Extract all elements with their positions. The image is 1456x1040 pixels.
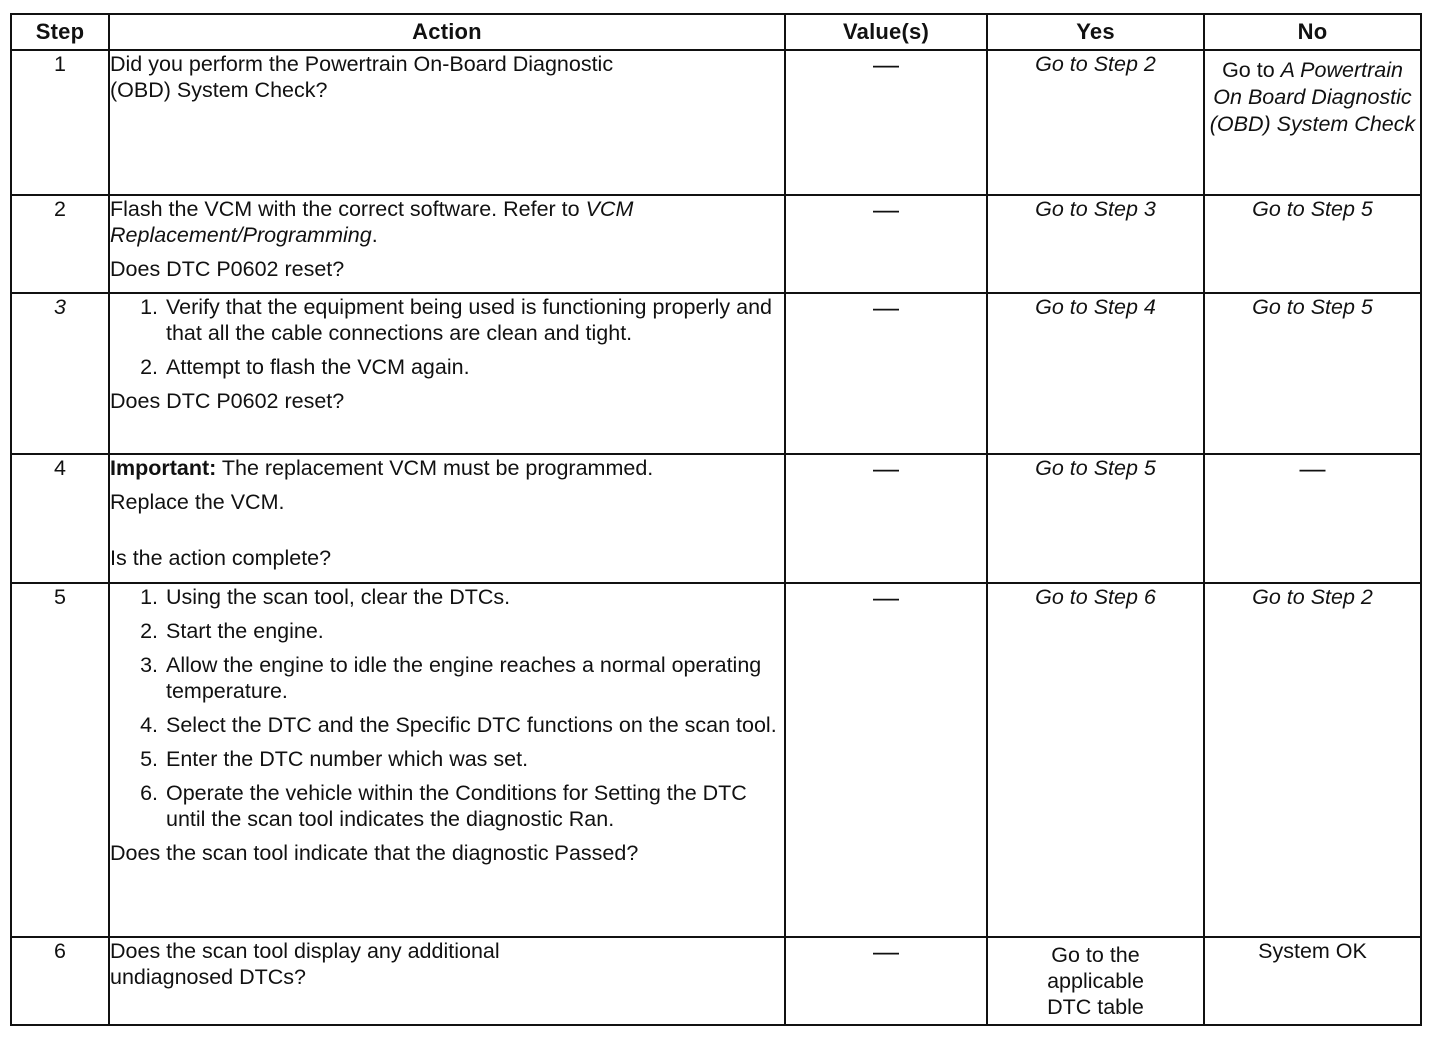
no-cell	[1204, 293, 1421, 454]
no-cell	[1204, 937, 1421, 1025]
yes-link[interactable]: Go to Step 6	[1035, 585, 1156, 609]
yes-link[interactable]: Go to Step 4	[1035, 295, 1156, 319]
yes-link[interactable]: Go to Step 5	[1035, 456, 1156, 480]
header-yes: Yes	[987, 14, 1204, 50]
step-number: 4	[11, 454, 109, 583]
action-text: Does the scan tool display any additional undiagnosed DTCs?	[110, 939, 500, 989]
important-label: Important:	[110, 456, 217, 480]
list-item: 2. Attempt to flash the VCM again.	[164, 354, 784, 380]
list-item: 4. Select the DTC and the Specific DTC functions on the scan tool.	[164, 712, 784, 738]
no-result: System OK	[1258, 939, 1367, 963]
action-question: Does DTC P0602 reset?	[110, 257, 345, 281]
action-question: Is the action complete?	[110, 546, 332, 570]
yes-link[interactable]: Go to the applicable DTC table	[1047, 943, 1144, 1019]
important-text: The replacement VCM must be programmed.	[221, 456, 654, 480]
step-number: 6	[11, 937, 109, 1025]
no-cell	[1204, 50, 1421, 195]
step-number: 1	[11, 50, 109, 195]
action-cell	[109, 195, 785, 293]
no-link[interactable]: Go to Step 5	[1252, 295, 1373, 319]
list-item: 1. Verify that the equipment being used is functioning properly and that all the cable connections are clean and tight.	[164, 294, 784, 346]
action-period: .	[371, 223, 378, 247]
value-dash: —	[785, 937, 987, 1025]
table-row-step-3	[11, 293, 1421, 454]
value-dash: —	[785, 454, 987, 583]
no-link[interactable]: A Powertrain On Board Diagnostic (OBD) System Check	[1209, 58, 1416, 136]
header-step: Step	[11, 14, 109, 50]
list-item: 1. Using the scan tool, clear the DTCs.	[164, 584, 784, 610]
action-reference-link[interactable]: VCM Replacement/Programming	[110, 197, 634, 247]
no-cell	[1204, 583, 1421, 937]
yes-link[interactable]: Go to Step 3	[1035, 197, 1156, 221]
no-link[interactable]: Go to Step 5	[1252, 197, 1373, 221]
table-row-step-5	[11, 583, 1421, 937]
yes-cell	[987, 454, 1204, 583]
list-item: 3. Allow the engine to idle the engine reaches a normal operating temperature.	[164, 652, 784, 704]
yes-cell	[987, 583, 1204, 937]
action-paragraph	[110, 196, 784, 248]
table-row-step-4	[11, 454, 1421, 583]
action-text: Flash the VCM with the correct software. Refer to	[110, 197, 580, 221]
table-row-step-6	[11, 937, 1421, 1025]
step-number: 3	[11, 293, 109, 454]
action-list	[110, 584, 784, 832]
action-text: Replace the VCM.	[110, 490, 285, 514]
value-dash: —	[785, 195, 987, 293]
value-dash: —	[785, 293, 987, 454]
yes-cell	[987, 50, 1204, 195]
action-cell	[109, 583, 785, 937]
yes-link[interactable]: Go to Step 2	[1035, 52, 1156, 76]
list-item: 5. Enter the DTC number which was set.	[164, 746, 784, 772]
action-cell	[109, 50, 785, 195]
action-question: Does DTC P0602 reset?	[110, 389, 345, 413]
list-item: 2. Start the engine.	[164, 618, 784, 644]
yes-cell	[987, 937, 1204, 1025]
no-link[interactable]: Go to Step 2	[1252, 585, 1373, 609]
action-cell	[109, 454, 785, 583]
yes-cell	[987, 195, 1204, 293]
no-dash: —	[1204, 454, 1421, 583]
step-number: 5	[11, 583, 109, 937]
action-cell	[109, 293, 785, 454]
action-list	[110, 294, 784, 380]
value-dash: —	[785, 583, 987, 937]
table-row-step-2	[11, 195, 1421, 293]
list-item: 6. Operate the vehicle within the Conditions for Setting the DTC until the scan tool indicates the diagnostic Ran.	[164, 780, 784, 832]
step-number: 2	[11, 195, 109, 293]
action-text: Did you perform the Powertrain On-Board Diagnostic (OBD) System Check?	[110, 52, 614, 102]
no-prefix: Go to	[1222, 58, 1275, 82]
diagnostic-table	[10, 13, 1422, 1026]
yes-cell	[987, 293, 1204, 454]
important-note	[110, 455, 784, 481]
no-cell	[1204, 195, 1421, 293]
header-no: No	[1204, 14, 1421, 50]
header-values: Value(s)	[785, 14, 987, 50]
header-row	[11, 14, 1421, 50]
header-action: Action	[109, 14, 785, 50]
action-question: Does the scan tool indicate that the diagnostic Passed?	[110, 841, 639, 865]
action-cell	[109, 937, 785, 1025]
table-row-step-1	[11, 50, 1421, 195]
value-dash: —	[785, 50, 987, 195]
